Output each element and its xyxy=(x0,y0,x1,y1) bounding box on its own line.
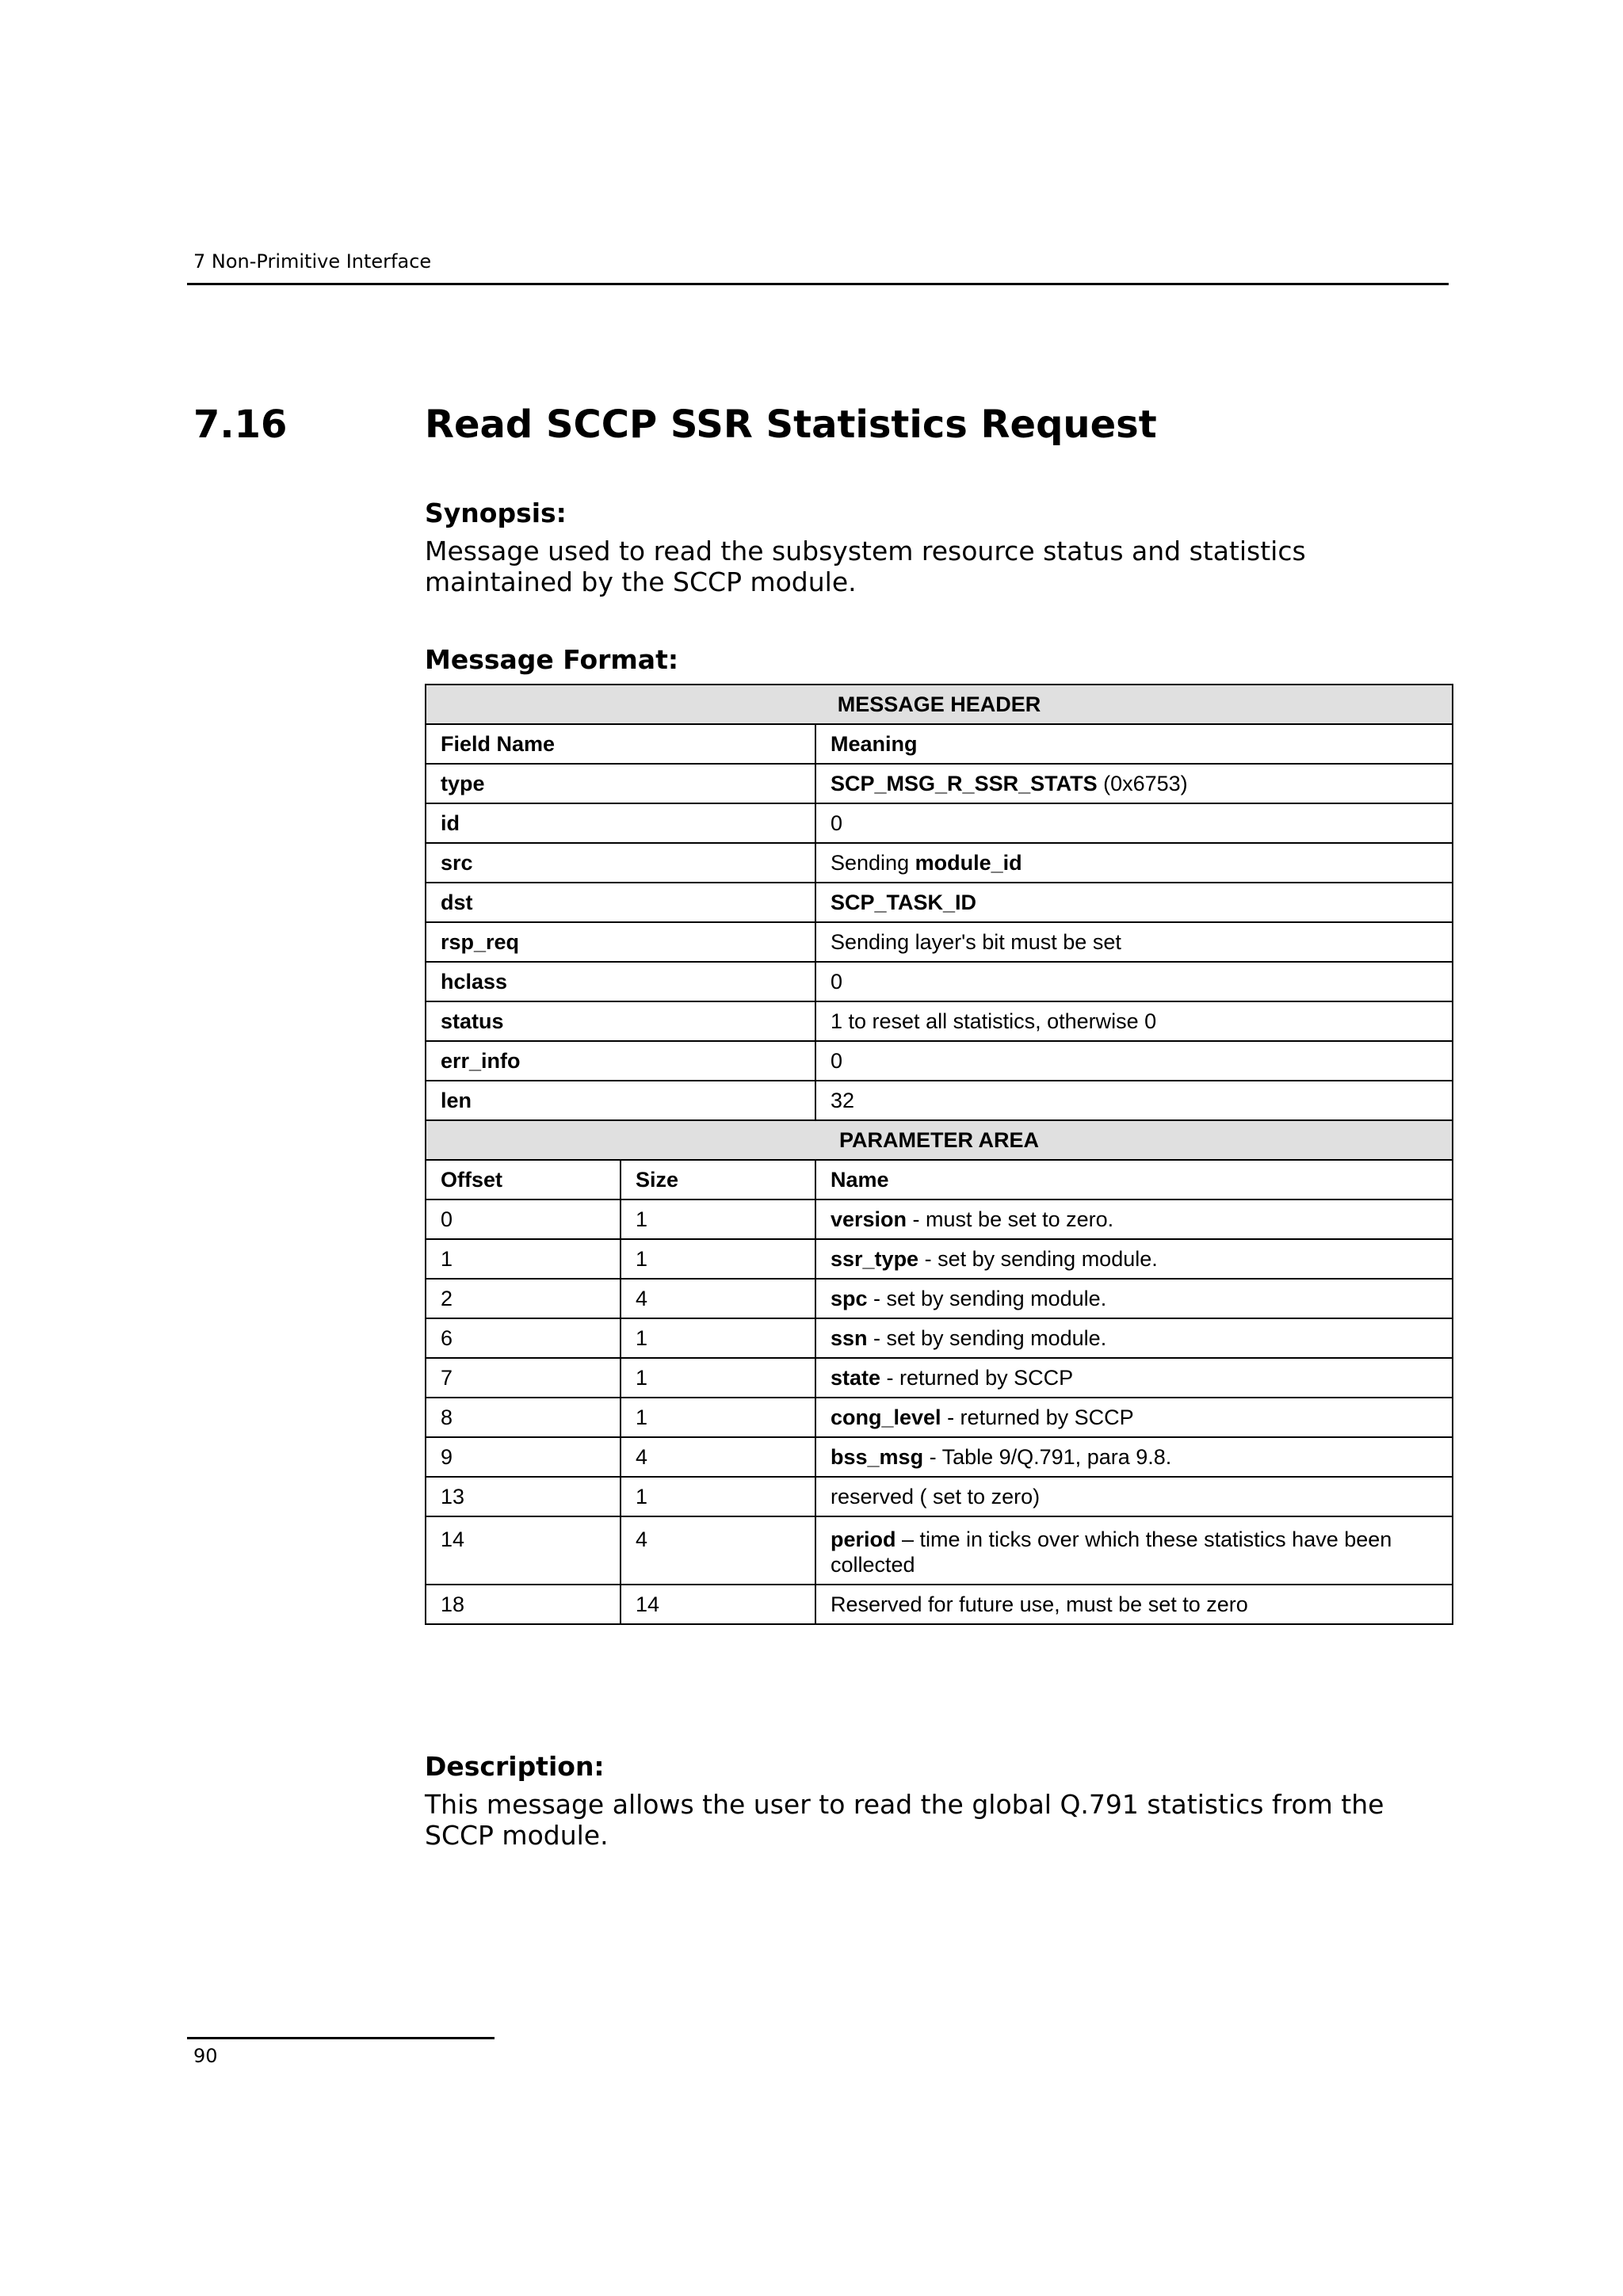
offset-cell: 2 xyxy=(426,1279,621,1318)
size-cell: 4 xyxy=(621,1279,815,1318)
name-cell xyxy=(815,1279,1453,1318)
column-name: Name xyxy=(815,1160,1453,1199)
param-row xyxy=(426,1585,1453,1624)
column-offset: Offset xyxy=(426,1160,621,1199)
meaning-text: Sending xyxy=(831,850,915,875)
header-row xyxy=(426,803,1453,843)
name-cell xyxy=(815,1318,1453,1358)
param-name-text: - Table 9/Q.791, para 9.8. xyxy=(923,1444,1172,1469)
offset-cell: 7 xyxy=(426,1358,621,1398)
meaning-text: 0 xyxy=(831,969,843,994)
name-cell xyxy=(815,1199,1453,1239)
meaning-text: Sending layer's bit must be set xyxy=(831,929,1121,954)
offset-cell: 14 xyxy=(426,1516,621,1585)
offset-cell: 1 xyxy=(426,1239,621,1279)
header-row xyxy=(426,843,1453,883)
param-name-text: - returned by SCCP xyxy=(941,1405,1134,1429)
param-row xyxy=(426,1477,1453,1516)
header-row xyxy=(426,883,1453,922)
meaning-cell xyxy=(815,1081,1453,1120)
section-number: 7.16 xyxy=(193,402,288,447)
meaning-text: 32 xyxy=(831,1088,855,1112)
param-name-text: – time in ticks over which these statistics have been collected xyxy=(831,1527,1392,1577)
size-cell: 4 xyxy=(621,1437,815,1477)
meaning-cell xyxy=(815,922,1453,962)
param-name-text: - set by sending module. xyxy=(867,1286,1107,1310)
name-cell xyxy=(815,1437,1453,1477)
param-name-text: - must be set to zero. xyxy=(907,1207,1114,1231)
param-name-bold: cong_level xyxy=(831,1405,941,1429)
param-row xyxy=(426,1199,1453,1239)
column-meaning: Meaning xyxy=(815,724,1453,764)
size-cell: 1 xyxy=(621,1318,815,1358)
offset-cell: 9 xyxy=(426,1437,621,1477)
field-name-cell: len xyxy=(426,1081,815,1120)
param-name-bold: ssn xyxy=(831,1325,868,1350)
meaning-cell xyxy=(815,883,1453,922)
param-name-bold: state xyxy=(831,1365,881,1390)
param-band-row xyxy=(426,1120,1453,1160)
header-rule xyxy=(187,283,1449,285)
meaning-cell xyxy=(815,803,1453,843)
header-row xyxy=(426,922,1453,962)
param-row xyxy=(426,1239,1453,1279)
param-row xyxy=(426,1437,1453,1477)
field-name-cell: dst xyxy=(426,883,815,922)
offset-cell: 18 xyxy=(426,1585,621,1624)
meaning-text: 0 xyxy=(831,810,843,835)
offset-cell: 6 xyxy=(426,1318,621,1358)
name-cell xyxy=(815,1239,1453,1279)
header-band-row xyxy=(426,685,1453,724)
size-cell: 1 xyxy=(621,1477,815,1516)
field-name-cell: err_info xyxy=(426,1041,815,1081)
header-columns-row xyxy=(426,724,1453,764)
name-cell xyxy=(815,1585,1453,1624)
meaning-cell xyxy=(815,1041,1453,1081)
size-cell: 1 xyxy=(621,1398,815,1437)
param-name-bold: period xyxy=(831,1527,896,1551)
running-header: 7 Non-Primitive Interface xyxy=(193,250,432,273)
column-field-name: Field Name xyxy=(426,724,815,764)
description-text: This message allows the user to read the global Q.791 statistics from the SCCP module. xyxy=(425,1789,1384,1851)
meaning-cell xyxy=(815,764,1453,803)
size-cell: 1 xyxy=(621,1199,815,1239)
offset-cell: 13 xyxy=(426,1477,621,1516)
size-cell: 1 xyxy=(621,1358,815,1398)
column-size: Size xyxy=(621,1160,815,1199)
param-row xyxy=(426,1516,1453,1585)
param-name-bold: spc xyxy=(831,1286,868,1310)
meaning-text: 1 to reset all statistics, otherwise 0 xyxy=(831,1009,1157,1033)
name-cell xyxy=(815,1516,1453,1585)
meaning-bold-text: SCP_TASK_ID xyxy=(831,890,977,914)
field-name-cell: src xyxy=(426,843,815,883)
name-cell xyxy=(815,1398,1453,1437)
param-name-text: reserved ( set to zero) xyxy=(831,1484,1041,1508)
header-row xyxy=(426,1001,1453,1041)
size-cell: 1 xyxy=(621,1239,815,1279)
header-row xyxy=(426,1081,1453,1120)
param-name-text: - set by sending module. xyxy=(918,1246,1158,1271)
name-cell xyxy=(815,1358,1453,1398)
offset-cell: 8 xyxy=(426,1398,621,1437)
param-name-bold: version xyxy=(831,1207,907,1231)
description-heading: Description: xyxy=(425,1751,605,1782)
size-cell: 4 xyxy=(621,1516,815,1585)
header-row xyxy=(426,764,1453,803)
page-number: 90 xyxy=(193,2045,218,2067)
name-cell xyxy=(815,1477,1453,1516)
param-row xyxy=(426,1398,1453,1437)
field-name-cell: id xyxy=(426,803,815,843)
meaning-cell xyxy=(815,843,1453,883)
meaning-cell xyxy=(815,962,1453,1001)
field-name-cell: hclass xyxy=(426,962,815,1001)
message-format-heading: Message Format: xyxy=(425,644,679,675)
param-row xyxy=(426,1358,1453,1398)
meaning-cell xyxy=(815,1001,1453,1041)
synopsis-heading: Synopsis: xyxy=(425,498,567,528)
field-name-cell: rsp_req xyxy=(426,922,815,962)
meaning-bold-text: module_id xyxy=(915,850,1022,875)
param-name-bold: bss_msg xyxy=(831,1444,924,1469)
param-row xyxy=(426,1279,1453,1318)
param-row xyxy=(426,1318,1453,1358)
synopsis-text: Message used to read the subsystem resource status and statistics maintained by the SCCP module. xyxy=(425,536,1306,597)
footer-rule xyxy=(187,2037,495,2039)
header-row xyxy=(426,1041,1453,1081)
parameter-area-band: PARAMETER AREA xyxy=(426,1120,1453,1160)
param-name-text: - set by sending module. xyxy=(867,1325,1107,1350)
param-name-text: Reserved for future use, must be set to zero xyxy=(831,1592,1248,1616)
size-cell: 14 xyxy=(621,1585,815,1624)
meaning-bold-text: SCP_MSG_R_SSR_STATS xyxy=(831,771,1098,795)
meaning-text: (0x6753) xyxy=(1097,771,1188,795)
param-columns-row xyxy=(426,1160,1453,1199)
field-name-cell: status xyxy=(426,1001,815,1041)
message-header-band: MESSAGE HEADER xyxy=(426,685,1453,724)
message-format-table xyxy=(425,684,1453,1625)
param-name-bold: ssr_type xyxy=(831,1246,919,1271)
meaning-text: 0 xyxy=(831,1048,843,1073)
header-row xyxy=(426,962,1453,1001)
offset-cell: 0 xyxy=(426,1199,621,1239)
section-title: Read SCCP SSR Statistics Request xyxy=(425,402,1157,447)
field-name-cell: type xyxy=(426,764,815,803)
param-name-text: - returned by SCCP xyxy=(880,1365,1074,1390)
